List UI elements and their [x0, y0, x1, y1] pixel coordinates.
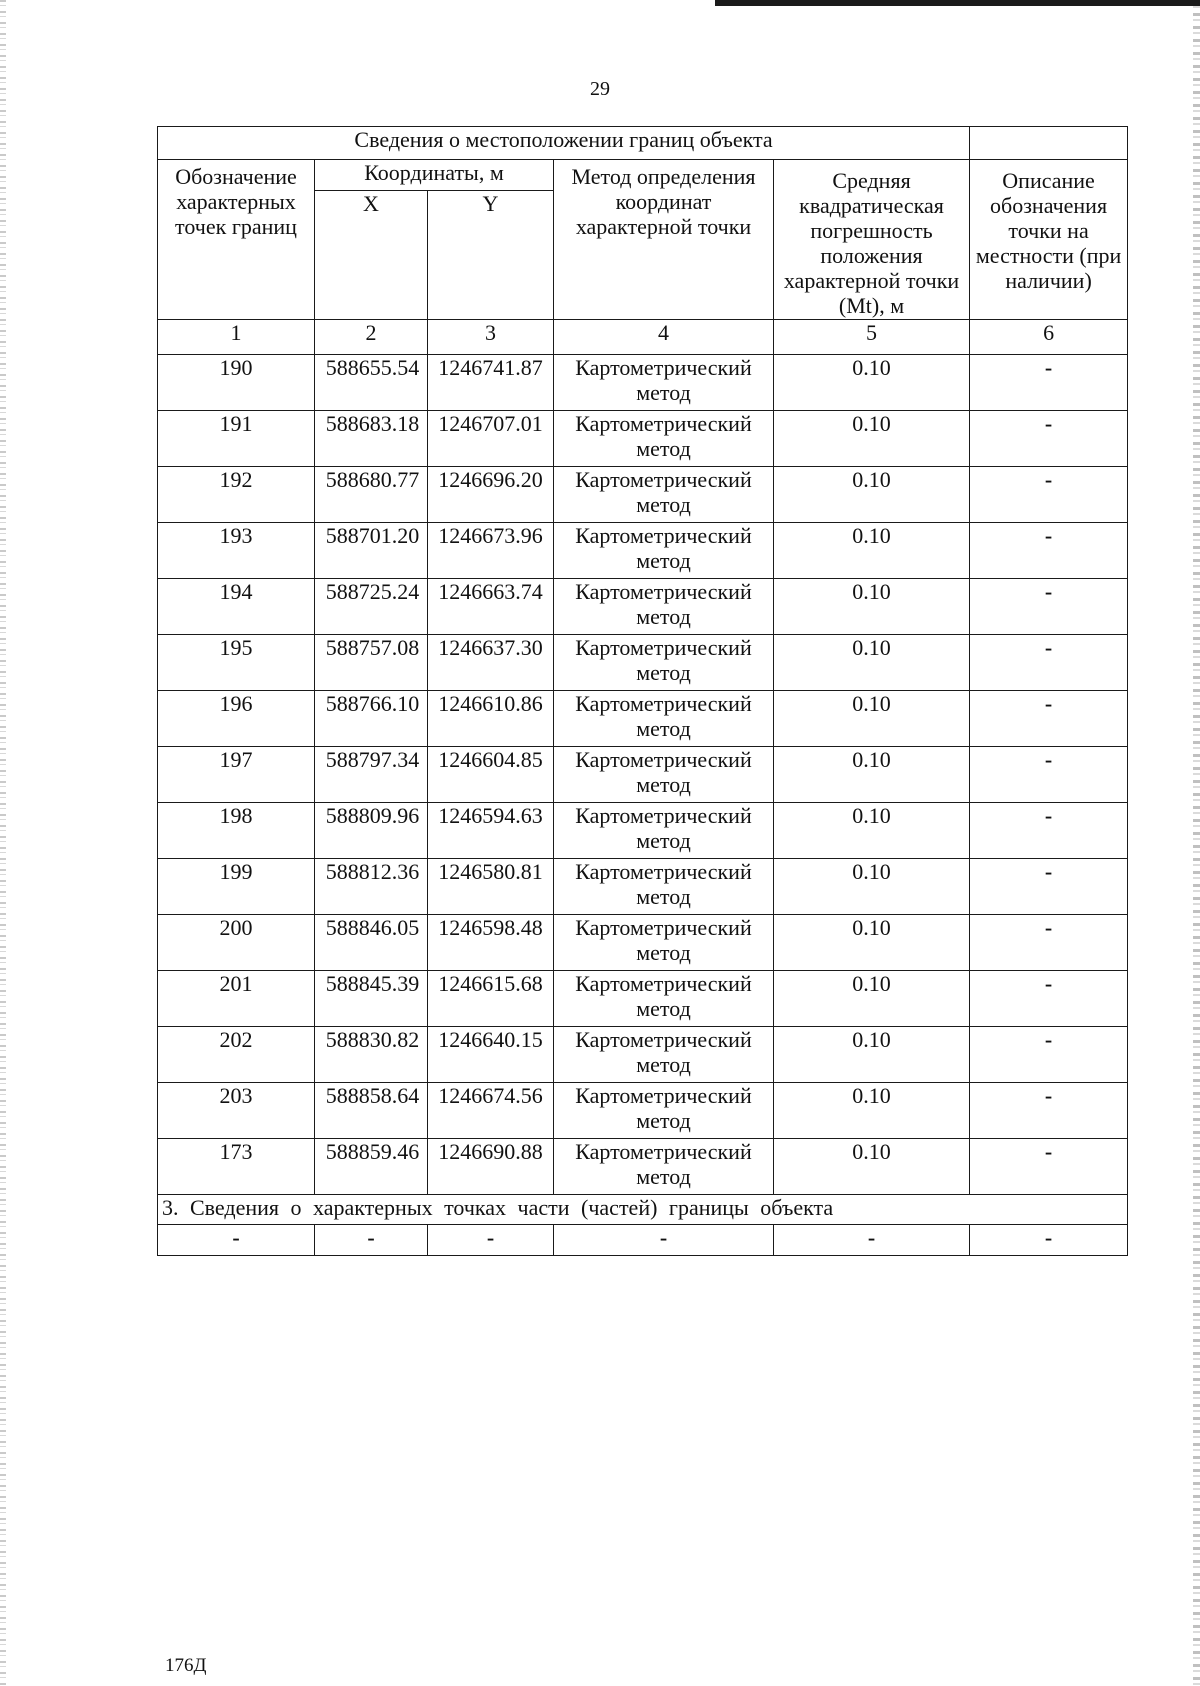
y-coordinate-cell: 1246674.56 — [428, 1083, 554, 1139]
table-row — [158, 1027, 1128, 1083]
y-coordinate-cell: 1246610.86 — [428, 691, 554, 747]
x-coordinate-cell: 588766.10 — [315, 691, 428, 747]
error-cell: 0.10 — [774, 411, 970, 467]
error-cell: 0.10 — [774, 1027, 970, 1083]
error-cell: 0.10 — [774, 691, 970, 747]
error-cell: 0.10 — [774, 1083, 970, 1139]
header-description: Описание обозначения точки на местности (при наличии) — [970, 160, 1128, 320]
header-x: X — [315, 191, 428, 320]
table-row — [158, 971, 1128, 1027]
column-number: 5 — [774, 320, 970, 355]
method-cell: Картометрический метод — [554, 971, 774, 1027]
column-number: 3 — [428, 320, 554, 355]
column-number: 6 — [970, 320, 1128, 355]
description-cell: - — [970, 1027, 1128, 1083]
y-coordinate-cell: 1246673.96 — [428, 523, 554, 579]
x-coordinate-cell: 588830.82 — [315, 1027, 428, 1083]
x-coordinate-cell: 588845.39 — [315, 971, 428, 1027]
point-number-cell: 203 — [158, 1083, 315, 1139]
scan-top-edge — [715, 0, 1200, 6]
section-3-row — [158, 1195, 1128, 1225]
y-coordinate-cell: 1246741.87 — [428, 355, 554, 411]
x-coordinate-cell: 588858.64 — [315, 1083, 428, 1139]
scan-edge-left — [0, 0, 6, 1686]
empty-cell: - — [970, 1225, 1128, 1256]
method-cell: Картометрический метод — [554, 747, 774, 803]
method-cell: Картометрический метод — [554, 467, 774, 523]
x-coordinate-cell: 588809.96 — [315, 803, 428, 859]
error-cell: 0.10 — [774, 859, 970, 915]
x-coordinate-cell: 588680.77 — [315, 467, 428, 523]
y-coordinate-cell: 1246637.30 — [428, 635, 554, 691]
x-coordinate-cell: 588859.46 — [315, 1139, 428, 1195]
error-cell: 0.10 — [774, 915, 970, 971]
scan-edge-right — [1193, 0, 1200, 1686]
method-cell: Картометрический метод — [554, 859, 774, 915]
point-number-cell: 193 — [158, 523, 315, 579]
header-coordinates: Координаты, м — [315, 160, 554, 191]
method-cell: Картометрический метод — [554, 579, 774, 635]
description-cell: - — [970, 467, 1128, 523]
table-title-row — [158, 127, 1128, 160]
error-cell: 0.10 — [774, 355, 970, 411]
x-coordinate-cell: 588846.05 — [315, 915, 428, 971]
method-cell: Картометрический метод — [554, 1083, 774, 1139]
point-number-cell: 200 — [158, 915, 315, 971]
header-error: Средняя квадратическая погрешность положения характерной точки (Mt), м — [774, 160, 970, 320]
table-row — [158, 467, 1128, 523]
method-cell: Картометрический метод — [554, 1139, 774, 1195]
x-coordinate-cell: 588757.08 — [315, 635, 428, 691]
x-coordinate-cell: 588655.54 — [315, 355, 428, 411]
table-row — [158, 915, 1128, 971]
point-number-cell: 196 — [158, 691, 315, 747]
y-coordinate-cell: 1246690.88 — [428, 1139, 554, 1195]
method-cell: Картометрический метод — [554, 635, 774, 691]
point-number-cell: 199 — [158, 859, 315, 915]
point-number-cell: 173 — [158, 1139, 315, 1195]
method-cell: Картометрический метод — [554, 523, 774, 579]
error-cell: 0.10 — [774, 803, 970, 859]
description-cell: - — [970, 747, 1128, 803]
page-number: 29 — [590, 78, 610, 100]
y-coordinate-cell: 1246580.81 — [428, 859, 554, 915]
y-coordinate-cell: 1246640.15 — [428, 1027, 554, 1083]
error-cell: 0.10 — [774, 467, 970, 523]
point-number-cell: 190 — [158, 355, 315, 411]
description-cell: - — [970, 523, 1128, 579]
y-coordinate-cell: 1246663.74 — [428, 579, 554, 635]
boundary-coordinates-table — [157, 126, 1128, 1256]
method-cell: Картометрический метод — [554, 355, 774, 411]
table-row — [158, 747, 1128, 803]
description-cell: - — [970, 411, 1128, 467]
header-method: Метод определения координат характерной точки — [554, 160, 774, 320]
description-cell: - — [970, 971, 1128, 1027]
column-number: 1 — [158, 320, 315, 355]
document-code: 176Д — [165, 1655, 207, 1676]
error-cell: 0.10 — [774, 1139, 970, 1195]
description-cell: - — [970, 579, 1128, 635]
description-cell: - — [970, 803, 1128, 859]
empty-cell: - — [428, 1225, 554, 1256]
table-row — [158, 1139, 1128, 1195]
table-row — [158, 803, 1128, 859]
table-title-empty-cell — [970, 127, 1128, 160]
column-number-row — [158, 320, 1128, 355]
y-coordinate-cell: 1246707.01 — [428, 411, 554, 467]
description-cell: - — [970, 635, 1128, 691]
section-3-title: 3. Сведения о характерных точках части (частей) границы объекта — [158, 1195, 1128, 1225]
x-coordinate-cell: 588683.18 — [315, 411, 428, 467]
error-cell: 0.10 — [774, 747, 970, 803]
column-number: 2 — [315, 320, 428, 355]
point-number-cell: 195 — [158, 635, 315, 691]
table-row — [158, 859, 1128, 915]
table-row — [158, 691, 1128, 747]
column-number: 4 — [554, 320, 774, 355]
table-row — [158, 523, 1128, 579]
point-number-cell: 191 — [158, 411, 315, 467]
header-y: Y — [428, 191, 554, 320]
x-coordinate-cell: 588725.24 — [315, 579, 428, 635]
table-row — [158, 579, 1128, 635]
point-number-cell: 194 — [158, 579, 315, 635]
x-coordinate-cell: 588812.36 — [315, 859, 428, 915]
description-cell: - — [970, 859, 1128, 915]
error-cell: 0.10 — [774, 971, 970, 1027]
point-number-cell: 202 — [158, 1027, 315, 1083]
point-number-cell: 192 — [158, 467, 315, 523]
method-cell: Картометрический метод — [554, 1027, 774, 1083]
point-number-cell: 198 — [158, 803, 315, 859]
x-coordinate-cell: 588797.34 — [315, 747, 428, 803]
empty-cell: - — [554, 1225, 774, 1256]
method-cell: Картометрический метод — [554, 803, 774, 859]
method-cell: Картометрический метод — [554, 691, 774, 747]
empty-cell: - — [774, 1225, 970, 1256]
method-cell: Картометрический метод — [554, 411, 774, 467]
table-title: Сведения о местоположении границ объекта — [158, 127, 970, 160]
error-cell: 0.10 — [774, 579, 970, 635]
empty-cell: - — [315, 1225, 428, 1256]
error-cell: 0.10 — [774, 635, 970, 691]
description-cell: - — [970, 915, 1128, 971]
header-designation: Обозначение характерных точек границ — [158, 160, 315, 320]
method-cell: Картометрический метод — [554, 915, 774, 971]
point-number-cell: 197 — [158, 747, 315, 803]
point-number-cell: 201 — [158, 971, 315, 1027]
table-row — [158, 355, 1128, 411]
x-coordinate-cell: 588701.20 — [315, 523, 428, 579]
description-cell: - — [970, 355, 1128, 411]
y-coordinate-cell: 1246594.63 — [428, 803, 554, 859]
header-row-1 — [158, 160, 1128, 191]
y-coordinate-cell: 1246604.85 — [428, 747, 554, 803]
description-cell: - — [970, 691, 1128, 747]
y-coordinate-cell: 1246615.68 — [428, 971, 554, 1027]
description-cell: - — [970, 1083, 1128, 1139]
error-cell: 0.10 — [774, 523, 970, 579]
empty-cell: - — [158, 1225, 315, 1256]
y-coordinate-cell: 1246598.48 — [428, 915, 554, 971]
table-row — [158, 635, 1128, 691]
table-row — [158, 1083, 1128, 1139]
empty-row — [158, 1225, 1128, 1256]
description-cell: - — [970, 1139, 1128, 1195]
y-coordinate-cell: 1246696.20 — [428, 467, 554, 523]
table-row — [158, 411, 1128, 467]
